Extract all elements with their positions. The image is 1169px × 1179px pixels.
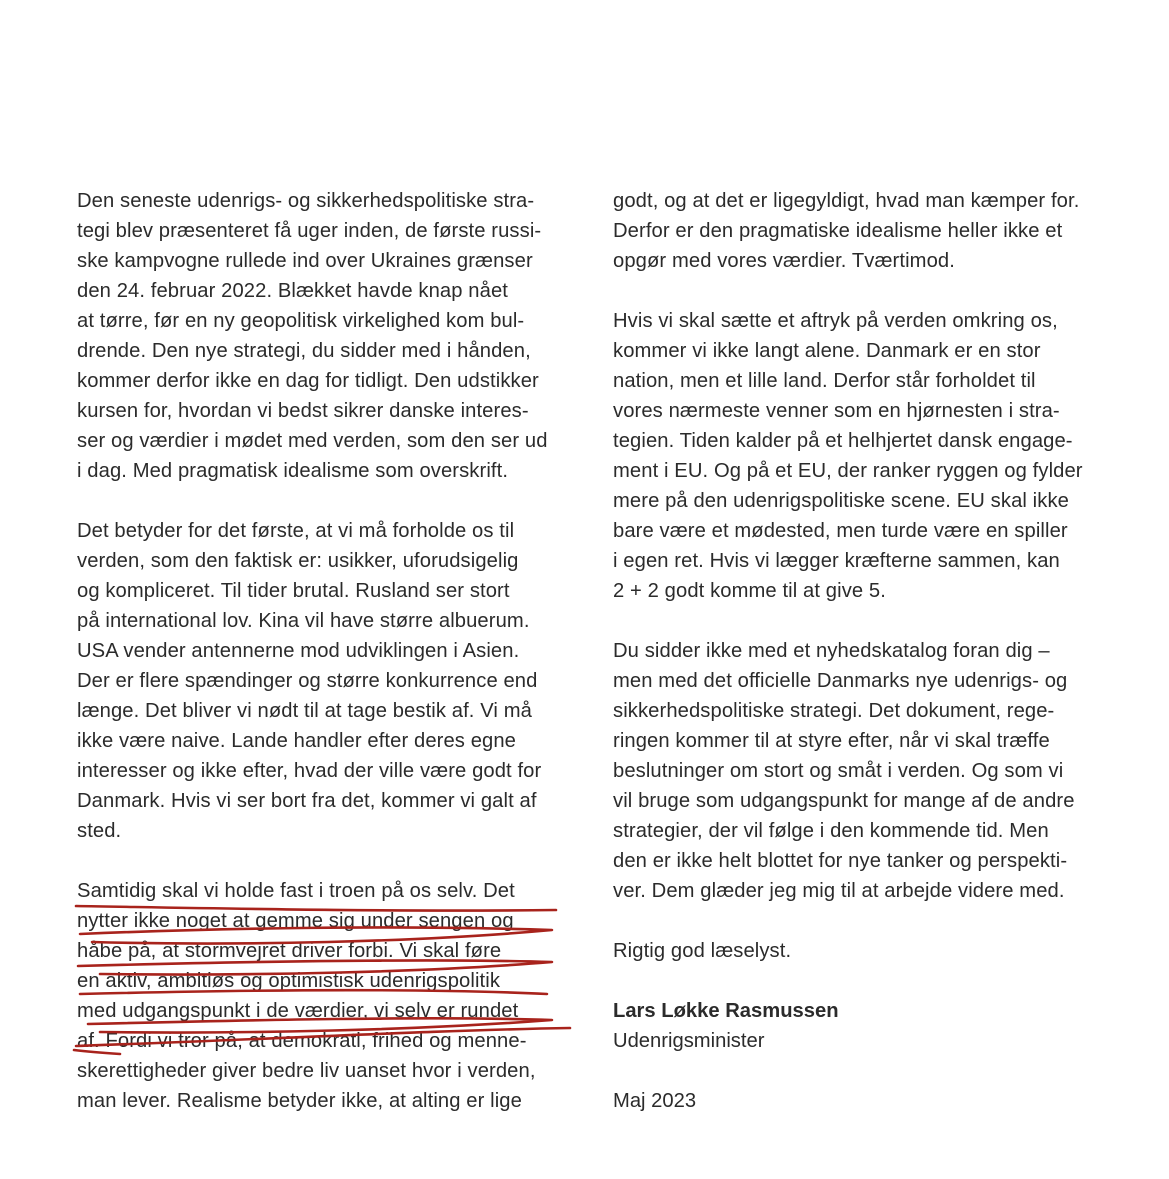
paragraph-strategy-intro: Den seneste udenrigs- og sikkerhedspolitiske stra- tegi blev præsenteret få uger inden, de første russi- ske kampvogne rullede ind over Ukraines grænser den 24. februar 2022. Blækket havde knap nået at tørre, før en ny geopolitisk virkelighed kom bul- drende. Den nye strategi, du sidder med i hånden, kommer derfor ikke en dag for tidligt. Den udstikker kursen for, hvordan vi bedst sikrer danske interes- ser og værdier i mødet med verden, som den ser ud i dag. Med pragmatisk idealisme som overskrift. [77, 190, 548, 482]
paragraph-closing-greeting: Rigtig god læselyst. [613, 940, 792, 962]
paragraph-eu-engagement: Hvis vi skal sætte et aftryk på verden omkring os, kommer vi ikke langt alene. Danmark er en stor nation, men et lille land. Derfor står forholdet til vores nærmeste venner som en hjørnesten i stra- tegien. Tiden kalder på et helhjertet dansk engage- ment i EU. Og på et EU, der ranker ryggen og fylder mere på den udenrigspolitiske scene. EU skal ikke bare være et mødested, men turde være en spiller i egen ret. Hvis vi lægger kræfterne sammen, kan 2 + 2 godt komme til at give 5. [613, 310, 1083, 602]
signer-title: Udenrigsminister [613, 1030, 765, 1052]
paragraph-strategy-document: Du sidder ikke med et nyhedskatalog foran dig – men med det officielle Danmarks nye udenrigs- og sikkerhedspolitiske strategi. Det dokument, rege- ringen kommer til at styre efter, når vi skal træffe beslutninger om stort og småt i verden. Og som vi vil bruge som udgangspunkt for mange af de andre strategier, der vil følge i den kommende tid. Men den er ikke helt blottet for nye tanker og perspekti- ver. Dem glæder jeg mig til at arbejde videre med. [613, 640, 1075, 902]
document-date: Maj 2023 [613, 1090, 697, 1112]
paragraph-world-as-it-is: Det betyder for det første, at vi må forholde os til verden, som den faktisk er: usikker, uforudsigelig og kompliceret. Til tider brutal. Rusland ser stort på international lov. Kina vil have større albuerum. USA vender antennerne mod udviklingen i Asien. Der er flere spændinger og større konkurrence end længe. Det bliver vi nødt til at tage bestik af. Vi må ikke være naive. Lande handler efter deres egne interesser og ikke efter, hvad der ville være godt for Danmark. Hvis vi ser bort fra det, kommer vi galt af sted. [77, 520, 542, 842]
paragraph-pragmatic-idealism: godt, og at det er ligegyldigt, hvad man kæmper for. Derfor er den pragmatiske idealisme heller ikke et opgør med vores værdier. Tværtimod. [613, 190, 1080, 272]
left-column [77, 186, 577, 1146]
paragraph-belief-in-ourselves: Samtidig skal vi holde fast i troen på os selv. Det nytter ikke noget at gemme sig under sengen og håbe på, at stormvejret driver forbi. Vi skal føre en aktiv, ambitiøs og optimistisk udenrigspolitik med udgangspunkt i de værdier, vi selv er rundet af. Fordi vi tror på, at demokrati, frihed og menne- skerettigheder giver bedre liv uanset hvor i verden, man lever. Realisme betyder ikke, at alting er lige [77, 880, 536, 1112]
right-column [613, 186, 1123, 1116]
signer-name: Lars Løkke Rasmussen [613, 1000, 839, 1022]
